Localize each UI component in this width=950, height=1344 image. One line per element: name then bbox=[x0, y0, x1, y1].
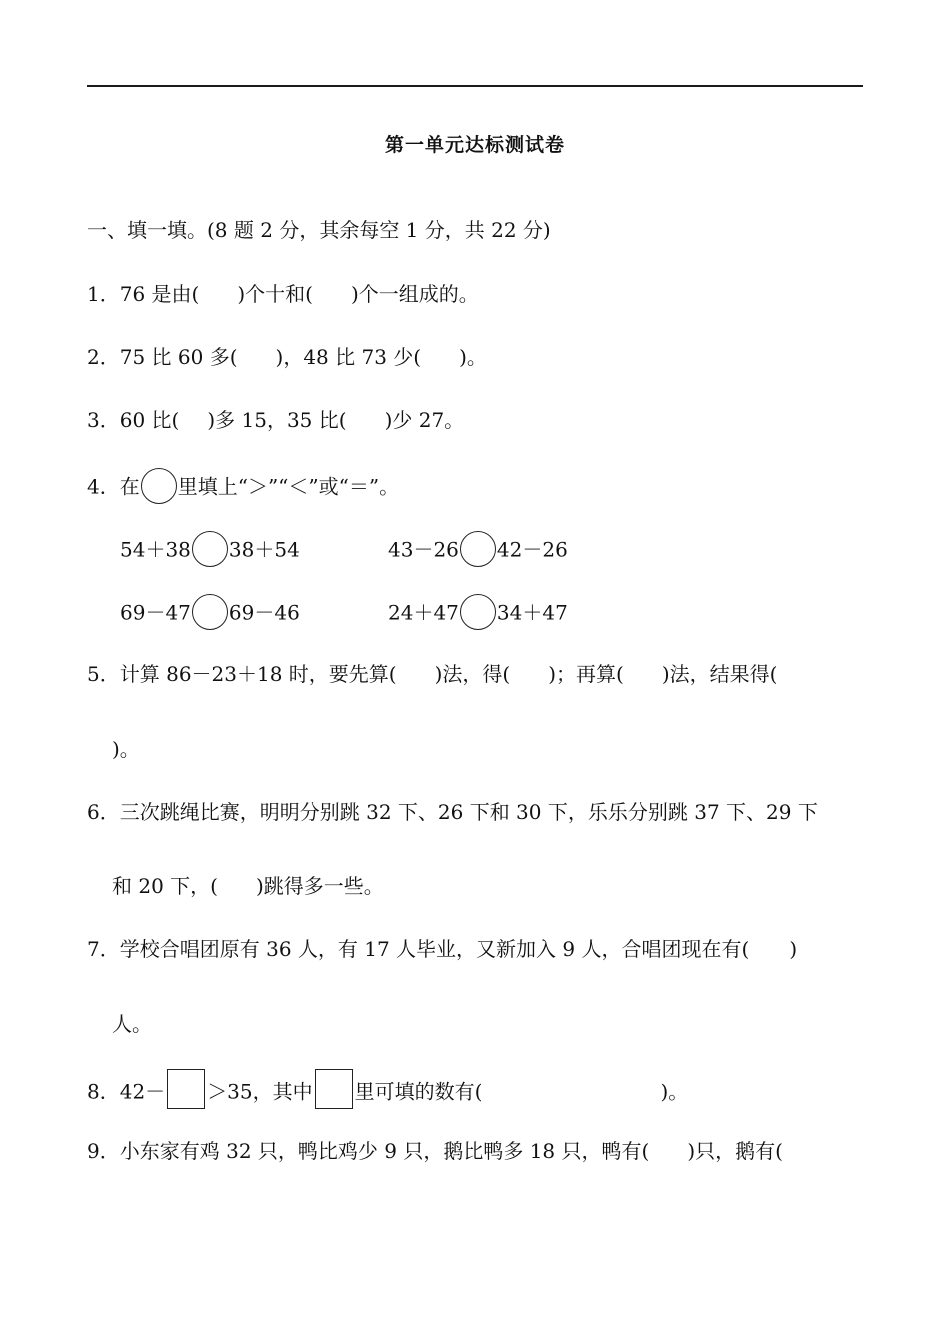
q4-e2-left: 43－26 bbox=[388, 537, 459, 562]
q4-number: 4． bbox=[87, 474, 120, 499]
q4-e1-right: 38＋54 bbox=[228, 537, 300, 562]
question-8 bbox=[87, 1073, 688, 1113]
compare-circle-4[interactable] bbox=[460, 594, 496, 630]
q4-e3-right: 69－46 bbox=[228, 600, 300, 625]
q9-text-b: )只，鹅有( bbox=[687, 1139, 783, 1163]
q4-e4-left: 24＋47 bbox=[388, 600, 459, 625]
q6-number: 6． bbox=[87, 800, 120, 824]
q5-number: 5． bbox=[87, 662, 120, 686]
compare-circle-1[interactable] bbox=[192, 531, 228, 567]
q2-text-c: )。 bbox=[459, 345, 487, 369]
q4-expr-2 bbox=[388, 533, 568, 569]
q8-number: 8． bbox=[87, 1079, 120, 1104]
q5-continuation bbox=[112, 735, 140, 763]
q7-continuation bbox=[112, 1010, 152, 1038]
q3-number: 3． bbox=[87, 408, 120, 432]
q3-text-b: )多 15，35 比( bbox=[207, 408, 347, 432]
q5-cont: )。 bbox=[112, 737, 140, 761]
q2-text-b: )，48 比 73 少( bbox=[275, 345, 422, 369]
q5-text-c: )；再算( bbox=[548, 662, 624, 686]
q1-text-a: 76 是由( bbox=[119, 282, 200, 306]
question-1 bbox=[87, 280, 479, 308]
q7-text-b: ) bbox=[789, 937, 798, 961]
q1-number: 1． bbox=[87, 282, 120, 306]
q7-text-a: 学校合唱团原有 36 人，有 17 人毕业，又新加入 9 人，合唱团现在有( bbox=[119, 937, 750, 961]
q7-number: 7． bbox=[87, 937, 120, 961]
q6-text-b: )跳得多一些。 bbox=[255, 874, 384, 898]
q8-text-b: ＞35，其中 bbox=[207, 1079, 313, 1104]
q4-e2-right: 42－26 bbox=[496, 537, 568, 562]
q3-text-a: 60 比( bbox=[119, 408, 180, 432]
answer-box-1[interactable] bbox=[167, 1069, 205, 1109]
q5-text-b: )法，得( bbox=[434, 662, 511, 686]
section-heading: 一、填一填。(8 题 2 分，其余每空 1 分，共 22 分) bbox=[87, 218, 551, 242]
question-6 bbox=[87, 798, 818, 826]
question-7 bbox=[87, 935, 797, 963]
question-9 bbox=[87, 1137, 783, 1165]
q6-text-a: 和 20 下，( bbox=[112, 874, 218, 898]
q4-expr-1 bbox=[120, 533, 300, 569]
q4-text-b: 里填上“＞”“＜”或“＝”。 bbox=[177, 474, 400, 499]
q4-expr-4 bbox=[388, 596, 568, 632]
q6-line-1: 三次跳绳比赛，明明分别跳 32 下、26 下和 30 下，乐乐分别跳 37 下、29 下 bbox=[119, 800, 818, 824]
q2-number: 2． bbox=[87, 345, 120, 369]
q4-e1-left: 54＋38 bbox=[120, 537, 191, 562]
q2-text-a: 75 比 60 多( bbox=[119, 345, 238, 369]
question-5 bbox=[87, 660, 777, 688]
answer-box-2[interactable] bbox=[315, 1069, 353, 1109]
q5-text-d: )法，结果得( bbox=[661, 662, 778, 686]
q4-e3-left: 69－47 bbox=[120, 600, 191, 625]
question-2 bbox=[87, 343, 487, 371]
q7-cont: 人。 bbox=[112, 1012, 152, 1036]
q1-text-b: )个十和( bbox=[237, 282, 313, 306]
q8-text-c: 里可填的数有( bbox=[354, 1079, 483, 1104]
compare-circle-2[interactable] bbox=[460, 531, 496, 567]
q8-text-a: 42－ bbox=[119, 1079, 166, 1104]
page-title: 第一单元达标测试卷 bbox=[384, 134, 565, 156]
q4-text-a: 在 bbox=[119, 474, 140, 499]
q6-line-2 bbox=[112, 872, 384, 900]
q5-text-a: 计算 86－23＋18 时，要先算( bbox=[119, 662, 397, 686]
q9-text-a: 小东家有鸡 32 只，鸭比鸡少 9 只，鹅比鸭多 18 只，鸭有( bbox=[119, 1139, 650, 1163]
q1-text-c: )个一组成的。 bbox=[350, 282, 479, 306]
q4-expr-3 bbox=[120, 596, 300, 632]
q4-e4-right: 34＋47 bbox=[496, 600, 568, 625]
q3-text-c: )少 27。 bbox=[384, 408, 465, 432]
header-rule bbox=[87, 85, 863, 87]
circle-icon bbox=[141, 468, 177, 504]
q8-text-d: )。 bbox=[660, 1079, 689, 1104]
question-4 bbox=[87, 470, 399, 506]
compare-circle-3[interactable] bbox=[192, 594, 228, 630]
q9-number: 9． bbox=[87, 1139, 120, 1163]
question-3 bbox=[87, 406, 464, 434]
